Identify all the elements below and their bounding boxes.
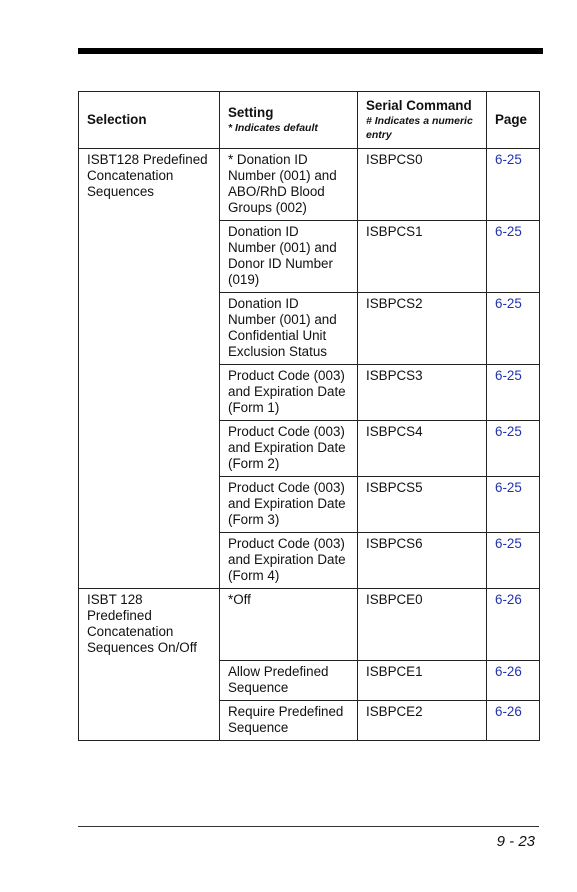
command-cell: ISBPCE1 <box>358 660 487 700</box>
header-page-label: Page <box>495 112 528 127</box>
table-row <box>79 149 540 221</box>
page-link[interactable]: 6-25 <box>495 424 522 439</box>
table-row <box>79 221 540 293</box>
selection-cell-continued <box>79 700 220 740</box>
page-link[interactable]: 6-26 <box>495 703 522 719</box>
command-cell: ISBPCS1 <box>358 221 487 293</box>
serial-command-table <box>78 91 540 741</box>
header-setting-label: Setting <box>228 105 274 120</box>
selection-cell-continued <box>79 477 220 533</box>
top-rule <box>78 48 543 54</box>
page-link[interactable]: 6-26 <box>495 592 522 607</box>
selection-cell: ISBT128 Predefined Concatenation Sequences <box>79 149 220 221</box>
table-row <box>79 365 540 421</box>
setting-cell: Allow Predefined Sequence <box>220 660 358 700</box>
selection-cell-continued <box>79 660 220 700</box>
page-link[interactable]: 6-26 <box>495 663 522 679</box>
setting-cell: *Off <box>220 589 358 661</box>
bottom-rule <box>78 826 539 827</box>
page-link[interactable]: 6-25 <box>495 296 522 311</box>
page-cell <box>487 421 540 477</box>
table-row <box>79 477 540 533</box>
setting-cell: Donation ID Number (001) and Donor ID Number (019) <box>220 221 358 293</box>
table-row <box>79 660 540 700</box>
selection-cell-continued <box>79 533 220 589</box>
command-cell: ISBPCS2 <box>358 293 487 365</box>
page-cell <box>487 221 540 293</box>
header-setting-note: * Indicates default <box>228 122 318 134</box>
selection-cell-continued <box>79 221 220 293</box>
table-row <box>79 293 540 365</box>
command-cell: ISBPCE0 <box>358 589 487 661</box>
setting-cell: Donation ID Number (001) and Confidential Unit Exclusion Status <box>220 293 358 365</box>
command-cell: ISBPCS3 <box>358 365 487 421</box>
page-cell <box>487 293 540 365</box>
page-link[interactable]: 6-25 <box>495 224 522 239</box>
header-page <box>487 92 540 149</box>
setting-cell: Product Code (003) and Expiration Date (Form 2) <box>220 421 358 477</box>
page-link[interactable]: 6-25 <box>495 152 522 167</box>
command-cell: ISBPCS5 <box>358 477 487 533</box>
page-cell <box>487 660 540 700</box>
page-cell <box>487 149 540 221</box>
setting-cell: Product Code (003) and Expiration Date (Form 1) <box>220 365 358 421</box>
page-cell <box>487 700 540 740</box>
header-selection-label: Selection <box>87 112 147 127</box>
table-header-row <box>79 92 540 149</box>
table-row <box>79 589 540 661</box>
page-link[interactable]: 6-25 <box>495 480 522 495</box>
selection-cell-continued <box>79 293 220 365</box>
header-serial-note: # Indicates a numeric entry <box>366 115 473 141</box>
selection-cell-continued <box>79 365 220 421</box>
setting-cell: Require Predefined Sequence <box>220 700 358 740</box>
header-selection <box>79 92 220 149</box>
setting-cell: * Donation ID Number (001) and ABO/RhD Blood Groups (002) <box>220 149 358 221</box>
setting-cell: Product Code (003) and Expiration Date (Form 4) <box>220 533 358 589</box>
page-cell <box>487 365 540 421</box>
command-cell: ISBPCE2 <box>358 700 487 740</box>
header-serial-label: Serial Command <box>366 98 472 113</box>
table-row <box>79 421 540 477</box>
page-link[interactable]: 6-25 <box>495 368 522 383</box>
table-row <box>79 700 540 740</box>
selection-cell: ISBT 128 Predefined Concatenation Sequences On/Off <box>79 589 220 661</box>
setting-cell: Product Code (003) and Expiration Date (Form 3) <box>220 477 358 533</box>
page-link[interactable]: 6-25 <box>495 536 522 551</box>
page-cell <box>487 477 540 533</box>
header-serial-command <box>358 92 487 149</box>
selection-cell-continued <box>79 421 220 477</box>
page-cell <box>487 533 540 589</box>
command-cell: ISBPCS4 <box>358 421 487 477</box>
table-row <box>79 533 540 589</box>
header-setting <box>220 92 358 149</box>
page-number: 9 - 23 <box>496 833 535 850</box>
page-cell <box>487 589 540 661</box>
command-cell: ISBPCS0 <box>358 149 487 221</box>
command-cell: ISBPCS6 <box>358 533 487 589</box>
